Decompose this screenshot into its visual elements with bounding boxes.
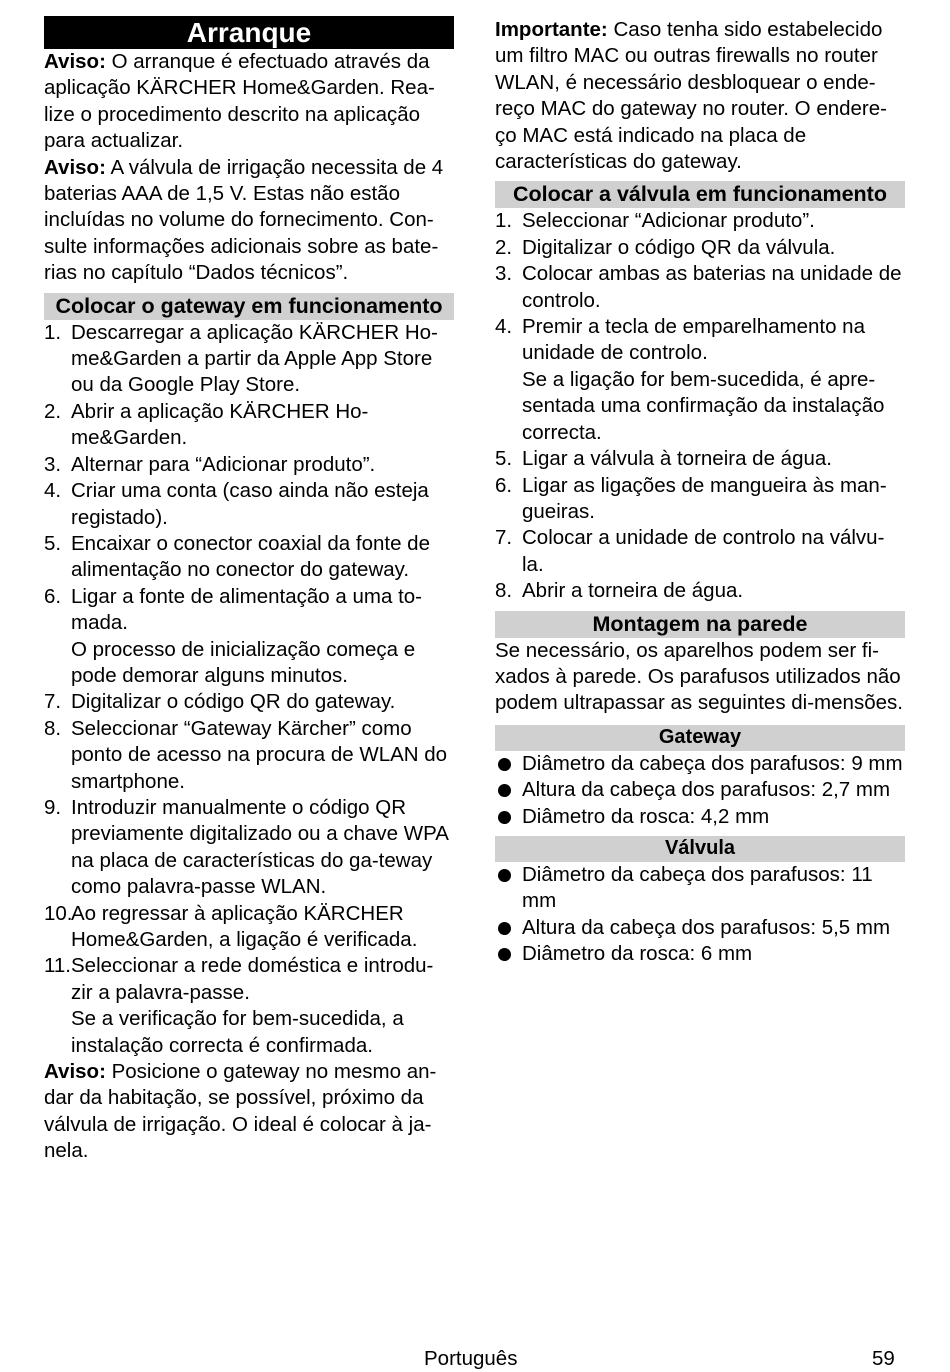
step-number: 8.: [44, 716, 62, 740]
step-note: Se a ligação for bem-sucedida, é apre-sentada uma confirmação da instalação correcta.: [522, 367, 885, 444]
step-item: [44, 399, 454, 452]
step-text: Introduzir manualmente o código QR previamente digitalizado ou a chave WPA na placa de características do ga-teway como palavra-passe WLAN.: [71, 795, 448, 899]
step-number: 6.: [44, 584, 62, 608]
step-text: Digitalizar o código QR do gateway.: [71, 690, 396, 714]
subheading-valve: Válvula: [495, 836, 905, 862]
importante-label: Importante:: [495, 18, 608, 41]
aviso-label: Aviso:: [44, 50, 106, 73]
bullet-item: [495, 862, 905, 915]
aviso-text: O arranque é efectuado através da aplicação KÄRCHER Home&Garden. Rea-lize o procedimento descrito na aplicação para actualizar.: [44, 50, 435, 153]
step-text: Premir a tecla de emparelhamento na unidade de controlo.: [522, 315, 865, 365]
section-heading-wall-mounting: Montagem na parede: [495, 611, 905, 638]
valve-setup-steps: [495, 208, 905, 604]
left-column: [44, 16, 454, 1165]
bullet-item: [495, 804, 905, 830]
step-text: Ao regressar à aplicação KÄRCHER Home&Garden, a ligação é verificada.: [71, 901, 418, 951]
bullet-item: [495, 915, 905, 941]
step-text: Seleccionar “Adicionar produto”.: [522, 209, 815, 233]
importante-text: Caso tenha sido estabelecido um filtro MAC ou outras firewalls no router WLAN, é necessário desbloquear o ende-reço MAC do gateway no router. O endere-ço MAC está indicado na placa de características do gateway.: [495, 18, 887, 174]
aviso-paragraph-3: [44, 1059, 454, 1165]
step-item: [44, 584, 454, 690]
step-text: Ligar a fonte de alimentação a uma to-mada.: [71, 584, 422, 635]
footer-page-number: 59: [872, 1347, 895, 1370]
step-number: 9.: [44, 795, 62, 819]
valve-screw-specs: [495, 862, 905, 968]
section-heading-valve-setup: Colocar a válvula em funcionamento: [495, 181, 905, 208]
bullet-text: Diâmetro da cabeça dos parafusos: 9 mm: [522, 751, 903, 775]
step-number: 6.: [495, 473, 513, 497]
step-number: 4.: [44, 479, 62, 503]
page-title: Arranque: [44, 16, 454, 49]
step-number: 5.: [495, 447, 513, 471]
step-number: 10.: [44, 901, 73, 925]
gateway-setup-steps: [44, 320, 454, 1059]
bullet-item: [495, 777, 905, 803]
bullet-icon: [498, 758, 511, 771]
importante-paragraph: [495, 17, 905, 175]
step-text: Abrir a aplicação KÄRCHER Ho-me&Garden.: [71, 399, 369, 450]
bullet-icon: [498, 948, 511, 961]
step-text: Alternar para “Adicionar produto”.: [71, 452, 376, 476]
step-item: [44, 452, 454, 478]
step-text: Digitalizar o código QR da válvula.: [522, 235, 836, 259]
bullet-text: Diâmetro da cabeça dos parafusos: 11 mm: [522, 862, 873, 913]
step-item: [495, 525, 905, 578]
step-item: [44, 689, 454, 715]
step-item: [495, 208, 905, 234]
step-item: [44, 531, 454, 584]
step-text: Ligar a válvula à torneira de água.: [522, 447, 832, 471]
aviso-paragraph-2: [44, 155, 454, 287]
step-item: [495, 314, 905, 446]
step-item: [495, 261, 905, 314]
step-number: 7.: [495, 526, 513, 550]
step-text: Descarregar a aplicação KÄRCHER Ho-me&Garden a partir da Apple App Store ou da Google Play Store.: [71, 320, 438, 397]
step-item: [44, 795, 454, 901]
bullet-item: [495, 941, 905, 967]
step-item: [44, 320, 454, 399]
step-item: [44, 716, 454, 795]
step-text: Criar uma conta (caso ainda não esteja registado).: [71, 479, 429, 529]
bullet-icon: [498, 811, 511, 824]
step-text: Colocar ambas as baterias na unidade de controlo.: [522, 262, 902, 312]
step-number: 8.: [495, 579, 513, 603]
gateway-screw-specs: [495, 751, 905, 830]
bullet-text: Diâmetro da rosca: 6 mm: [522, 942, 753, 966]
section-heading-gateway-setup: Colocar o gateway em funcionamento: [44, 293, 454, 320]
bullet-icon: [498, 922, 511, 935]
bullet-text: Altura da cabeça dos parafusos: 2,7 mm: [522, 778, 891, 802]
step-number: 7.: [44, 690, 62, 714]
step-text: Abrir a torneira de água.: [522, 579, 744, 603]
step-number: 1.: [495, 209, 513, 233]
aviso-label: Aviso:: [44, 155, 106, 179]
bullet-icon: [498, 784, 511, 797]
step-item: [44, 901, 454, 954]
step-number: 4.: [495, 315, 513, 339]
aviso-paragraph-1: [44, 49, 454, 155]
step-note: O processo de inicialização começa e pode demorar alguns minutos.: [71, 637, 416, 687]
step-item: [495, 473, 905, 526]
footer-language: Português: [424, 1347, 518, 1370]
step-number: 2.: [495, 235, 513, 259]
bullet-icon: [498, 869, 511, 882]
bullet-item: [495, 751, 905, 777]
step-item: [495, 446, 905, 472]
step-number: 11.: [44, 954, 71, 978]
step-item: [495, 235, 905, 261]
right-column: [495, 17, 905, 968]
step-item: [495, 578, 905, 604]
bullet-text: Altura da cabeça dos parafusos: 5,5 mm: [522, 915, 891, 939]
step-note: Se a verificação for bem-sucedida, a instalação correcta é confirmada.: [71, 1007, 404, 1057]
step-number: 2.: [44, 399, 62, 423]
step-text: Ligar as ligações de mangueira às man-gueiras.: [522, 473, 887, 523]
aviso-label: Aviso:: [44, 1060, 106, 1084]
step-number: 5.: [44, 531, 62, 555]
wall-mounting-text: Se necessário, os aparelhos podem ser fi-xados à parede. Os parafusos utilizados não podem ultrapassar as seguintes di-mensões.: [495, 638, 903, 715]
step-text: Colocar a unidade de controlo na válvu-la.: [522, 526, 885, 576]
step-text: Encaixar o conector coaxial da fonte de alimentação no conector do gateway.: [71, 531, 430, 582]
step-text: Seleccionar a rede doméstica e introdu-zir a palavra-passe.: [71, 954, 434, 1004]
subheading-gateway: Gateway: [495, 725, 905, 751]
step-number: 3.: [495, 262, 513, 286]
aviso-text: A válvula de irrigação necessita de 4 baterias AAA de 1,5 V. Estas não estão incluídas no volume do fornecimento. Con-sulte informações adicionais sobre as bate-rias no capítulo “Dados técnicos”.: [44, 155, 444, 285]
bullet-text: Diâmetro da rosca: 4,2 mm: [522, 804, 770, 828]
step-text: Seleccionar “Gateway Kärcher” como ponto de acesso na procura de WLAN do smartphone.: [71, 716, 448, 793]
step-number: 3.: [44, 452, 62, 476]
step-item: [44, 478, 454, 531]
step-number: 1.: [44, 320, 62, 344]
aviso-text: Posicione o gateway no mesmo an-dar da habitação, se possível, próximo da válvula de irrigação. O ideal é colocar à ja-nela.: [44, 1060, 437, 1163]
step-item: [44, 953, 454, 1059]
